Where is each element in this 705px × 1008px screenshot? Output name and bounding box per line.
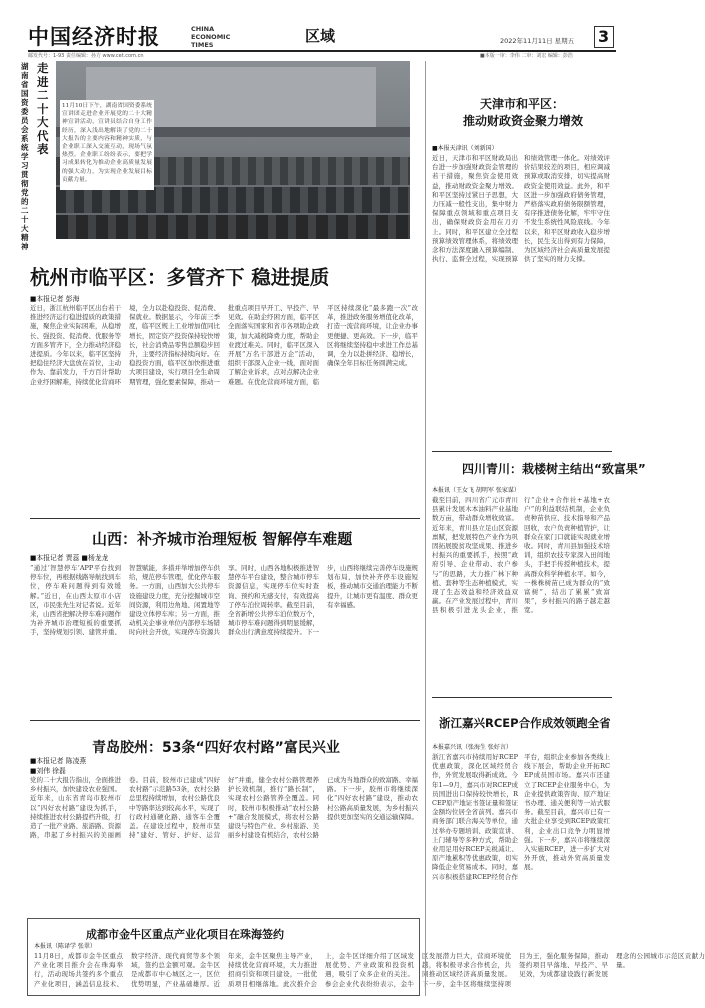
photo-vertical-title: 走进二十大代表 [37, 61, 49, 156]
article-7-body: 11月8日，成都市金牛区重点产业化项目推介会在珠海举行，活动现场共签约多个重点产业化项目，涵盖信息技术、数字经济、现代商贸等多个领域，签约总金额可观。金牛区是成都市中心城区之一，区位优势明显，产业基础雄厚。近年来，金牛区聚焦主导产业，持续优化营商环境，大力推进招商引资和项目建设，一批优质项目相继落地。此次推介会上，金牛区详细介绍了区域发展优势、产业政策和投资机遇，吸引了众多企业的关注。参会企业代表纷纷表示，金牛区发展潜力巨大，营商环境优越，将积极寻求合作机会，共同推动区域经济高质量发展。下一步，金牛区将继续坚持项目为王，强化服务保障，推动签约项目早落地、早投产、早见效，为成都建设践行新发展理念的公园城市示范区贡献力量。 [34, 952, 705, 988]
article-3-body: “通过‘智慧停车’APP平台找到停车位，再根据线路导航找到车位，停车难问题得到有效缓解。”近日，在山西太原市小店区，市民张先生对记者说。近年来，山西省把解决停车难问题作为补齐城市治理短板的重要抓手，坚持规划引领、建管并重、智慧赋能，多措并举增加停车供给，规范停车管理，优化停车服务。一方面，山西加大公共停车设施建设力度，充分挖掘城市空间资源，利用边角地、闲置地等建设立体停车库；另一方面，推动机关企事业单位内部停车场错时向社会开放，实现停车资源共享。同时，山西各地积极推进智慧停车平台建设，整合城市停车资源信息，实现停车位实时查询、预约和无感支付，有效提高了停车泊位周转率。截至目前，全省新增公共停车泊位数万个，城市停车难问题得到明显缓解，群众出行满意度持续提升。下一步，山西将继续完善停车设施规划布局，加快补齐停车设施短板，推动城市交通治理能力不断提升，让城市更有温度、群众更有幸福感。 [30, 564, 418, 637]
article-2-title-1: 天津市和平区： [480, 97, 565, 111]
masthead-sub-right: ■本版一审：李伟 二审：刘宏 编辑：彭浩 [480, 53, 573, 59]
page-number: 3 [598, 27, 610, 46]
article-6-body: 浙江省嘉兴市持续用好RCEP优惠政策，深化区域经贸合作，外贸发展取得新成效。今年1—9月，嘉兴市对RCEP成员国进出口保持较快增长，RCEP原产地证书签证量和签证金额均位居全省前列。嘉兴市商务部门联合海关等单位，通过举办专题培训、政策宣讲、上门辅导等多种方式，帮助企业用足用好RCEP关税减让、原产地累积等优惠政策，切实降低企业贸易成本。同时，嘉兴市积极搭建RCEP经贸合作平台，组织企业参加各类线上线下展会，帮助企业开拓RCEP成员国市场。嘉兴市还建立了RCEP企业服务中心，为企业提供政策咨询、原产地证书办理、通关便利等一站式服务。截至目前，嘉兴市已有一大批企业享受到RCEP政策红利，企业出口竞争力明显增强。下一步，嘉兴市将继续深入实施RCEP，进一步扩大对外开放，推动外贸高质量发展。 [432, 753, 610, 881]
article-1-body: 近日，浙江杭州临平区出台若干推进经济运行稳进提质的政策措施，聚焦企业实际困难，从稳增长、强投资、促消费、优服务等方面多管齐下，全力推动经济稳进提质。今年以来，临平区坚持把稳住经济大盘放在首位，主动作为、靠前发力，千方百计帮助企业纾困解难，持续优化营商环境，全力以赴稳投资、促消费、保就业。数据显示，今年前三季度，临平区规上工业增加值同比增长，固定资产投资保持较快增长，社会消费品零售总额稳步回升，主要经济指标持续向好。在稳投资方面，临平区加快推进重大项目建设，实行项目全生命周期管理，强化要素保障，推动一批重点项目早开工、早投产、早见效。在助企纾困方面，临平区全面落实国家和省市各项助企政策，加大减税降费力度，帮助企业渡过难关。同时，临平区深入开展“万名干部进万企”活动，组织干部深入企业一线，面对面了解企业诉求，点对点解决企业难题。在优化营商环境方面，临平区持续深化“最多跑一次”改革，推进政务服务增值化改革，打造一流营商环境，让企业办事更便捷、更高效。下一步，临平区将继续坚持稳中求进工作总基调，全力以赴拼经济、稳增长，确保全年目标任务圆满完成。 [30, 304, 418, 386]
article-2-body: 近日，天津市和平区财政局出台进一步加强财政资金管理的若干措施，聚焦资金使用效益，推动财政资金聚力增效。和平区坚持过紧日子思想，大力压减一般性支出，集中财力保障重点领域和重点项目支出，确保财政资金用在刀刃上。同时，和平区建立全过程预算绩效管理体系，将绩效理念和方法深度融入预算编制、执行、监督全过程，实现预算和绩效管理一体化。对绩效评价结果较差的项目，相应调减预算或取消安排，切实提高财政资金使用效益。此外，和平区进一步加强政府债务管理，严格落实政府债务限额管理，有序推进债务化解，牢牢守住不发生系统性风险底线。今年以来，和平区财政收入稳步增长，民生支出得到有力保障，为区域经济社会高质量发展提供了坚实的财力支撑。 [432, 154, 610, 264]
article-4-body: 截至目前，四川省广元市青川县累计发展木本油料产业基地数万亩，带动群众增收致富。近年来，青川县立足山区资源禀赋，把发展特色产业作为巩固拓展脱贫攻坚成果、推进乡村振兴的重要抓手，按照“政府引导、企业带动、农户参与”的思路，大力推广林下种植、套种等生态种植模式，实现了生态效益和经济效益双赢。在产业发展过程中，青川县积极引进龙头企业，推行“企业+合作社+基地+农户”的利益联结机制，企业负责种苗供应、技术指导和产品回收，农户负责种植管护，让群众在家门口就能实现就业增收。同时，青川县加强技术培训，组织农技专家深入田间地头，手把手传授种植技术，提高群众科学种植水平。如今，一株株树苗已成为群众的“致富树”，结出了累累“致富果”，乡村振兴的路子越走越宽。 [432, 496, 610, 615]
section-name: 区域 [305, 27, 336, 45]
article-5-byline-2: ■刘伟 徐磊 [30, 767, 66, 775]
article-1-title: 杭州市临平区：多管齐下 稳进提质 [30, 266, 330, 289]
article-2-title-2: 推动财政资金聚力增效 [463, 114, 584, 128]
article-4-byline: 本报讯（王女飞 胡明军 张家谋） [432, 487, 520, 494]
article-2-rule [432, 451, 612, 452]
photo-audience-row-3 [56, 215, 410, 239]
article-3-byline: ■本报记者 贾蕊 ■杨龙龙 [30, 554, 109, 562]
article-4-title: 四川青川：栽楼树主结出“致富果” [462, 462, 646, 476]
article-4-rule [432, 697, 612, 698]
logo-english-3: TIMES [191, 41, 214, 49]
masthead [0, 0, 640, 59]
article-5-title: 青岛胶州：53条“四好农村路”富民兴业 [92, 740, 340, 756]
article-7-title: 成都市金牛区重点产业化项目在珠海签约 [86, 928, 284, 941]
article-2-byline: ■本报天津讯（刘新国） [432, 145, 498, 152]
issue-date: 2022年11月11日 星期五 [500, 37, 575, 45]
article-7-byline: 本报讯（陈译学 张翠） [34, 943, 96, 950]
photo-audience-row-2 [56, 187, 410, 213]
article-3-rule [30, 720, 420, 721]
masthead-sub-left: 邮发代号：1-93 责任编辑：孙方 www.cet.com.cn [28, 53, 144, 59]
photo-vertical-subtitle: 湖南省国资委员会系统 学习贯彻党的二十大精神 [21, 62, 29, 251]
article-5-byline: ■本报记者 陈凌燕 [30, 757, 87, 765]
logo-english-1: CHINA [191, 25, 215, 33]
column-divider [425, 61, 426, 996]
photo-caption: 11月10日下午，湖南省国资委系统宣讲团走进企业开展党的二十大精神宣讲活动，宣讲员结合自身工作经历，深入浅出地解读了党的二十大报告的主要内容和精神实质，与企业职工深入交流互动，现场气氛热烈。企业职工纷纷表示，要把学习成果转化为推动企业高质量发展的强大动力，为实现企业发展目标贡献力量。 [60, 100, 154, 190]
article-6-byline: 本报嘉兴讯（张海生 张好言） [432, 744, 512, 751]
article-3-title: 山西：补齐城市治理短板 智解停车难题 [92, 530, 353, 548]
article-1-byline: ■本报记者 彭海 [30, 295, 80, 303]
logo-english-2: ECONOMIC [191, 33, 231, 41]
newspaper-logo: 中国经济时报 [28, 24, 160, 49]
article-5-body: 党的二十大报告指出，全面推进乡村振兴，加快建设农业强国。近年来，山东省青岛市胶州市以“四好农村路”建设为抓手，持续推进农村公路提档升级，打造了一批产业路、旅游路、资源路，串起了乡村振兴的美丽画卷。目前，胶州市已建成“四好农村路”示范路53条，农村公路总里程持续增加，农村公路优良中等路率达到较高水平，实现了行政村通硬化路、通客车全覆盖。在建设过程中，胶州市坚持“建好、管好、护好、运营好”并重，健全农村公路管理养护长效机制，推行“路长制”，实现农村公路管养全覆盖。同时，胶州市积极推动“农村公路+”融合发展模式，将农村公路建设与特色产业、乡村旅游、美丽乡村建设有机结合，农村公路已成为当地群众的致富路、幸福路。下一步，胶州市将继续深化“四好农村路”建设，推动农村公路高质量发展，为乡村振兴提供更加坚实的交通运输保障。 [30, 776, 418, 840]
article-6-title: 浙江嘉兴RCEP合作成效领跑全省 [439, 716, 611, 730]
article-1-rule [30, 518, 420, 519]
